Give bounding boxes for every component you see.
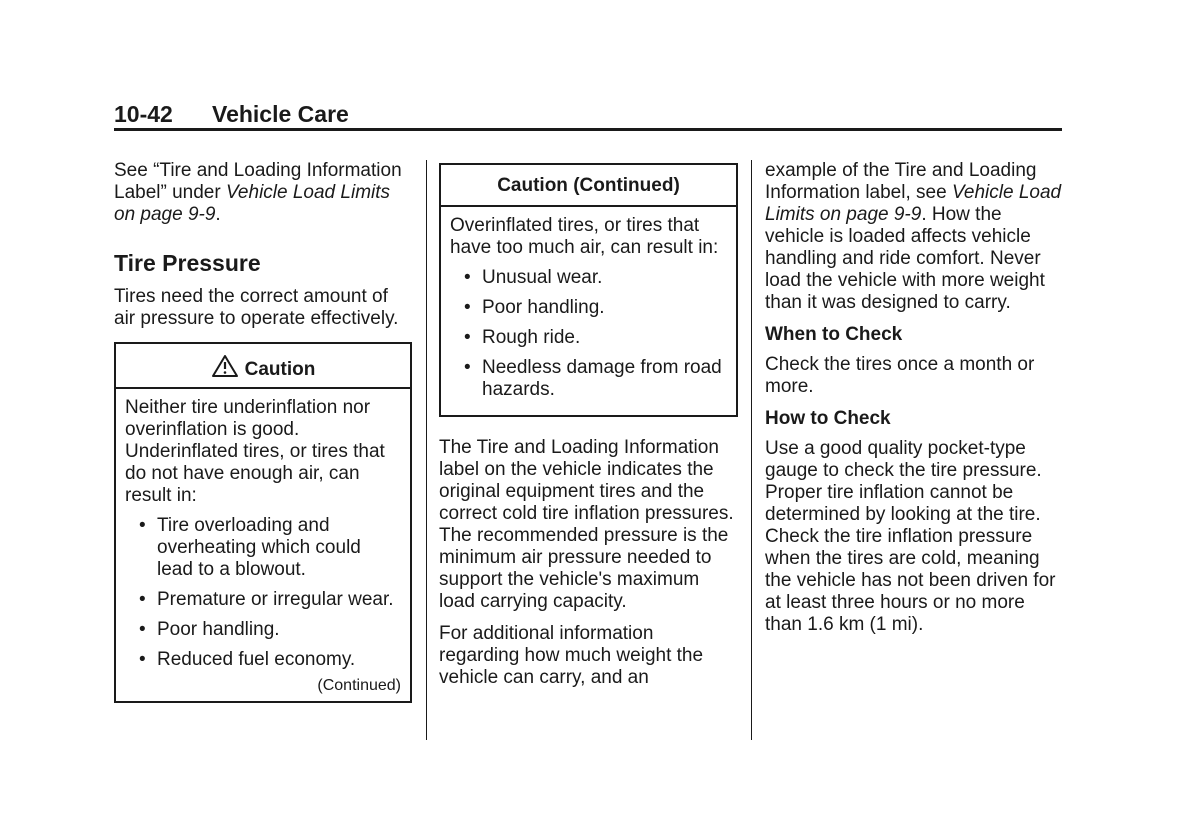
when-to-check-heading: When to Check (765, 324, 903, 345)
how-to-check-text: Use a good quality pocket-type gauge to check the tire pressure. Proper tire inflation cannot be determined by looking at the tire. Check the tire inflation pressure when the tires are cold, meaning the vehicle has not been driven for at least three hours or no more than 1.6 km (1 mi). (765, 438, 1056, 635)
caution-continued-body (441, 207, 736, 415)
loading-cross-reference: Vehicle Load Limits on page 9-9 (765, 182, 1062, 225)
page-header (114, 100, 1062, 128)
continued-label: (Continued) (317, 677, 401, 694)
header-rule (114, 128, 1062, 131)
loading-paragraph: example of the Tire and Loading Information label, see Vehicle Load Limits on page 9-9. How the vehicle is loaded affects vehicle handling and ride comfort. Never load the vehicle with more weight than it was designed to carry. (765, 160, 1062, 313)
caution-continued-list (450, 267, 727, 401)
header-text (114, 100, 1062, 128)
list-item: • Needless damage from road hazards. (450, 357, 727, 401)
list-item: • Rough ride. (450, 327, 727, 349)
section-title: Vehicle Care (212, 101, 349, 127)
column-divider-2 (751, 160, 752, 740)
list-item: • Poor handling. (125, 619, 401, 641)
caution-header (116, 344, 410, 389)
list-item: • Tire overloading and overheating which could lead to a blowout. (125, 515, 401, 581)
when-to-check-text: Check the tires once a month or more. (765, 354, 1035, 397)
column-2 (439, 160, 738, 699)
how-to-check-heading: How to Check (765, 408, 891, 429)
caution-continued-box (439, 163, 738, 417)
intro-paragraph: See “Tire and Loading Information Label” under Vehicle Load Limits on page 9-9. (114, 160, 402, 225)
column-3 (765, 160, 1065, 646)
caution-box (114, 342, 412, 703)
list-item: • Premature or irregular wear. (125, 589, 401, 611)
intro-cross-reference: Vehicle Load Limits on page 9-9 (114, 182, 391, 225)
column-1 (114, 160, 412, 703)
caution-title: Caution (244, 359, 316, 380)
caution-continued-header: Caution (Continued) (441, 165, 736, 207)
caution-body (116, 389, 410, 701)
list-item: • Unusual wear. (450, 267, 727, 289)
page-number: 10-42 (114, 101, 173, 127)
label-info-paragraph: The Tire and Loading Information label on the vehicle indicates the original equipment tires and the correct cold tire inflation pressures. The recommended pressure is the minimum air pressure needed to support the vehicle's maximum load carrying capacity. (439, 437, 734, 612)
additional-info-paragraph: For additional information regarding how much weight the vehicle can carry, and an (439, 623, 704, 688)
list-item: • Reduced fuel economy. (125, 649, 401, 671)
caution-continued-text: Overinflated tires, or tires that have too much air, can result in: (450, 215, 719, 258)
tire-pressure-paragraph: Tires need the correct amount of air pressure to operate effectively. (114, 286, 399, 329)
list-item: • Poor handling. (450, 297, 727, 319)
warning-triangle-icon (211, 354, 239, 378)
caution-text: Neither tire underinflation nor overinflation is good. Underinflated tires, or tires that do not have enough air, can result in: (125, 397, 385, 506)
caution-list (125, 515, 401, 671)
column-divider-1 (426, 160, 427, 740)
tire-pressure-heading: Tire Pressure (114, 250, 261, 276)
